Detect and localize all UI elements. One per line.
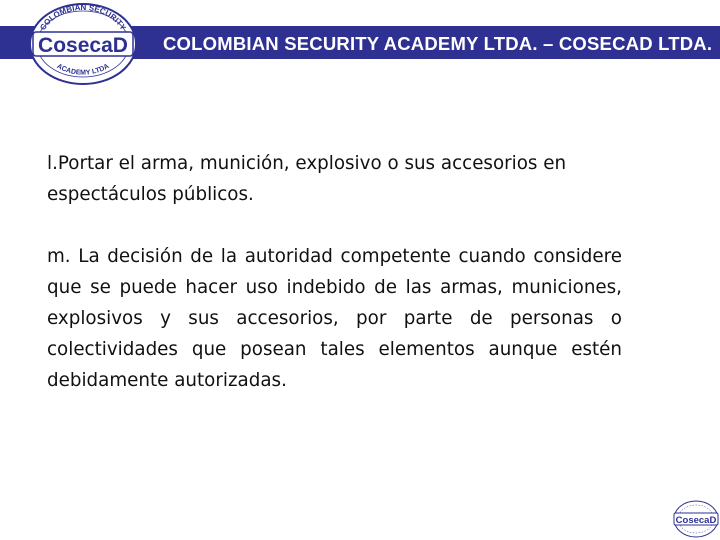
logo-ring-top-text: COLOMBIAN SECURITY — [38, 2, 128, 32]
footer-logo-text: CosecaD — [675, 515, 717, 526]
paragraph-m: m. La decisión de la autoridad competente cuando considere que se puede hacer uso indebido de las armas, municiones, explosivos y sus accesorios, por parte de personas o colectividades que posean tales elementos aunque estén debidamente autorizadas. — [47, 246, 622, 391]
logo-wordmark: CosecaD — [38, 34, 128, 57]
logo-ring-bottom-text: ACADEMY LTDA — [55, 62, 111, 77]
header-title: COLOMBIAN SECURITY ACADEMY LTDA. – COSECAD LTDA. — [163, 33, 713, 54]
cosecad-seal-logo — [27, 2, 139, 86]
cosecad-small-logo — [672, 499, 720, 539]
paragraph-l: l.Portar el arma, munición, explosivo o sus accesorios en espectáculos públicos. — [47, 153, 567, 205]
document-body — [47, 148, 679, 396]
